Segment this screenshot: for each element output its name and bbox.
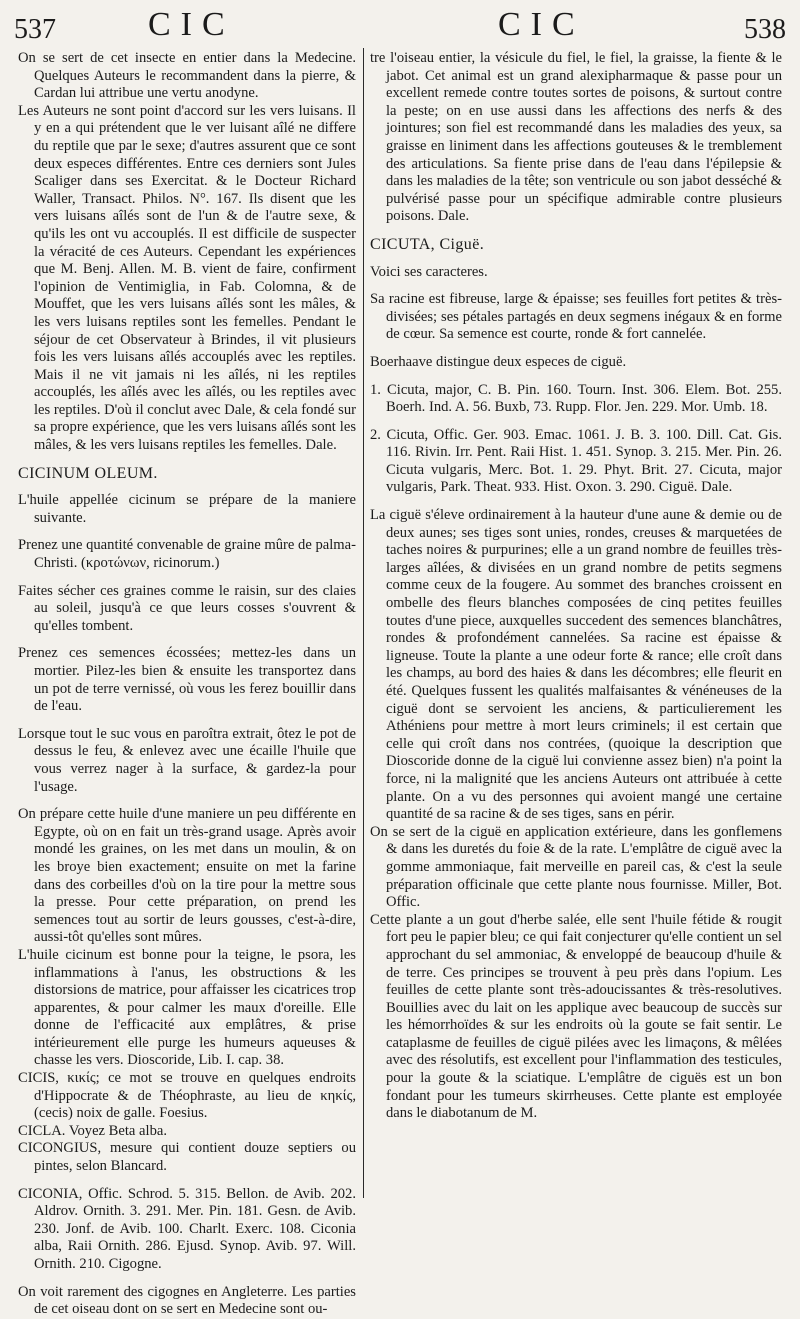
running-header	[0, 4, 800, 50]
paragraph: Prenez une quantité convenable de graine mûre de palma-Christi. (κροτώνων, ricinorum.)	[18, 537, 356, 572]
paragraph: Lorsque tout le suc vous en paroîtra extrait, ôtez le pot de dessus le feu, & enlevez avec une écaille l'huile que vous verrez nager à la surface, & gardez-la pour l'usage.	[18, 725, 356, 795]
species-item: 2. Cicuta, Offic. Ger. 903. Emac. 1061. J. B. 3. 100. Dill. Cat. Gis. 116. Rivin. Irr. Pent. Raii Hist. 1. 451. Synop. 3. 215. Mer. Pin. 26. Cicuta vulgaris, Merc. Bot. 1. 29. Phyt. Brit. 27. Cicuta, major vulgaris, Park. Theat. 933. Hist. Oxon. 3. 290. Ciguë. Dale.	[370, 426, 782, 496]
paragraph: Voici ses caracteres.	[370, 263, 488, 280]
right-column	[370, 50, 782, 1123]
paragraph: L'huile cicinum est bonne pour la teigne, le psora, les inflammations à l'anus, les obstructions & les distorsions de matrice, pour affaisser les cicatrices trop apparentes, & pour calmer les maux d'oreille. Elle donne de l'efficacité aux emplâtres, & prise intérieurement elle purge les humeurs aqueuses & chasse les vers. Dioscoride, Lib. I. cap. 38.	[18, 946, 356, 1069]
species-item: 1. Cicuta, major, C. B. Pin. 160. Tourn. Inst. 306. Elem. Bot. 255. Boerh. Ind. A. 56. Buxb, 73. Rupp. Flor. Jen. 229. Mor. Umb. 18.	[370, 381, 782, 416]
paragraph: Cette plante a un gout d'herbe salée, elle sent l'huile fétide & rougit fort peu le papier bleu; ce qui fait conjecturer qu'elle contient un sel approchant du sel ammoniac, & enveloppé de beaucoup d'huile & de terre. Ces principes se trouvent à peu près dans l'opium. Les feuilles de cette plante sont très-adoucissantes & très-resolutives. Bouillies avec du lait on les applique avec beaucoup de succès sur les hémorrhoïdes & sur les endroits où la goute se fait sentir. Le cataplasme de feuilles de ciguë pilées avec les limaçons, & mêlées avec des résolutifs, est excellent pour l'inflammation des testicules, pour la goute & la sciatique. L'emplâtre de ciguës est un bon fondant pour les tumeurs skirrheuses. Cette plante est employée dans le diabotanum de M.	[370, 911, 782, 1122]
column-divider	[363, 48, 364, 1198]
page-number-left: 537	[14, 14, 56, 45]
page-number-right: 538	[744, 14, 786, 45]
left-column	[18, 50, 356, 1319]
paragraph: On prépare cette huile d'une maniere un peu différente en Egypte, où on en fait un très-grand usage. Après avoir mondé les graines, on les met dans un moulin, & on les broye bien exactement; ensuite on met la farine dans des corbeilles d'où on la tire pour la mettre sous la presse. Pour cette préparation, on prend les semences tout au sortir de leurs gousses, c'est-à-dire, aussi-tôt qu'elles sont mûres.	[18, 806, 356, 946]
paragraph: On voit rarement des cigognes en Angleterre. Les parties de cet oiseau dont on se sert en Medecine sont ou-	[18, 1283, 356, 1318]
paragraph: Les Auteurs ne sont point d'accord sur les vers luisans. Il y en a qui prétendent que le ver luisant aîlé ne differe du reptile que par le sexe; d'autres assurent que ce sont deux especes différentes. Entre ces derniers sont Jules Scaliger dans ses Exercitat. & le Docteur Richard Waller, Transact. Philos. N°. 167. Ils disent que les vers luisans aîlés sont de l'un & de l'autre sexe, & qu'ils les ont vu accouplés. Il est difficile de suspecter la véracité de ces Auteurs. Cependant les expériences que M. Benj. Allen. M. B. vient de faire, confirment l'opinion de Ventimiglia, in Fab. Colomna, & de Mouffet, que les vers luisans aîlés sont les mâles, & les vers luisans reptiles sont les femelles. Pendant le séjour de cet Observateur à Brindes, il vit plusieurs fois les vers luisans aîlés accouplés avec les reptiles. Mais il ne vit jamais ni les aîlés, ni les reptiles accouplés, les aîlés avec les aîlés, ou les reptiles avec les reptiles. D'où il conclut avec Dale, & cela fondé sur sa propre expérience, que les vers luisans aîlés sont les mâles, & les vers luisans reptiles les femelles. Dale.	[18, 102, 356, 454]
paragraph: On se sert de cet insecte en entier dans la Medecine. Quelques Auteurs le recommandent dans la pierre, & Cardan lui attribue une vertu anodyne.	[18, 50, 356, 102]
paragraph: Sa racine est fibreuse, large & épaisse; ses feuilles fort petites & très-divisées; ses pétales partagés en deux segmens inégaux & en forme de cœur. Sa semence est courte, ronde & fort cannelée.	[370, 291, 782, 343]
paragraph: La ciguë s'éleve ordinairement à la hauteur d'une aune & demie ou de deux aunes; ses tiges sont unies, rondes, creuses & marquetées de taches noires & purpurines; elle a un grand nombre de feuilles très-larges aîlées, & divisées en un grand nombre de petits segmens comme ceux de la fougere. Au sommet des branches croissent en ombelle des fleurs blanches composées de cinq petites feuilles toutes d'une piece, auxquelles succedent des semences blanchâtres, rondes & profondément cannelées. Sa racine est épaisse & ligneuse. Toute la plante a une odeur forte & rance; elle croît dans les champs, au bord des haies & dans les décombres; elle fleurit en été. Quelques fussent les qualités malfaisantes & vénéneuses de la ciguë dont se servoient les anciens, & particulierement les Athéniens pour mettre à mort leurs criminels; il est certain que celle qui croît dans nos contrées, (quoique la description que Dioscoride donne de la ciguë lui convienne assez bien) n'a point la force, ni la malignité que les anciens Auteurs ont attribuée à cette plante. On a vu des personnes qui avoient mangé une certaine quantité de sa racine & de ses tiges, sans en périr.	[370, 507, 782, 823]
entry-heading: CICUTA, Ciguë.	[370, 235, 485, 253]
paragraph: On se sert de la ciguë en application extérieure, dans les gonflemens & dans les duretés du foie & de la rate. L'emplâtre de ciguë avec la gomme ammoniaque, fait merveille en pareil cas, & c'est la seule préparation officinale que cette plante nous fournisse. Miller, Bot. Offic.	[370, 823, 782, 911]
paragraph: L'huile appellée cicinum se prépare de la maniere suivante.	[18, 492, 356, 526]
entry-cicis: CICIS, κικίς; ce mot se trouve en quelques endroits d'Hippocrate & de Théophraste, au lieu de κηκίς, (cecis) noix de galle. Foesius.	[18, 1070, 356, 1122]
paragraph: Boerhaave distingue deux especes de ciguë.	[370, 353, 627, 370]
entry-cicla: CICLA. Voyez Beta alba.	[18, 1122, 168, 1139]
entry-heading: CICINUM OLEUM.	[18, 464, 158, 482]
paragraph: tre l'oiseau entier, la vésicule du fiel, le fiel, la graisse, la fiente & le jabot. Cet animal est un grand alexipharmaque & passe pour un excellent remede contre toutes sortes de poisons, & surtout contre la peste; on en use aussi dans les affections des nerfs & des jointures; son fiel est recommandé dans les maladies des yeux, sa graisse en liniment dans les affections gouteuses & le tremblement des articulations. Sa fiente prise dans de l'eau dans l'épilepsie & dans les maladies de la tête; son ventricule ou son jabot desséché & pulvérisé passe pour un spécifique admirable contre plusieurs poisons. Dale.	[370, 50, 782, 225]
entry-ciconia: CICONIA, Offic. Schrod. 5. 315. Bellon. de Avib. 202. Aldrov. Ornith. 3. 291. Mer. Pin. 181. Gesn. de Avib. 230. Jonf. de Avib. 100. Charlt. Exerc. 108. Ciconia alba, Raii Ornith. 286. Ejusd. Synop. Avib. 97. Will. Ornith. 210. Cigogne.	[18, 1185, 356, 1272]
entry-cicongius: CICONGIUS, mesure qui contient douze septiers ou pintes, selon Blancard.	[18, 1140, 356, 1175]
paragraph: Prenez ces semences écossées; mettez-les dans un mortier. Pilez-les bien & ensuite les transportez dans un pot de terre vernissé, où vous les ferez bouillir dans de l'eau.	[18, 645, 356, 715]
paragraph: Faites sécher ces graines comme le raisin, sur des claies au soleil, jusqu'à ce que leurs cosses s'ouvrent & qu'elles tombent.	[18, 582, 356, 634]
running-head-right: CIC	[498, 6, 585, 43]
running-head-left: CIC	[148, 6, 235, 43]
